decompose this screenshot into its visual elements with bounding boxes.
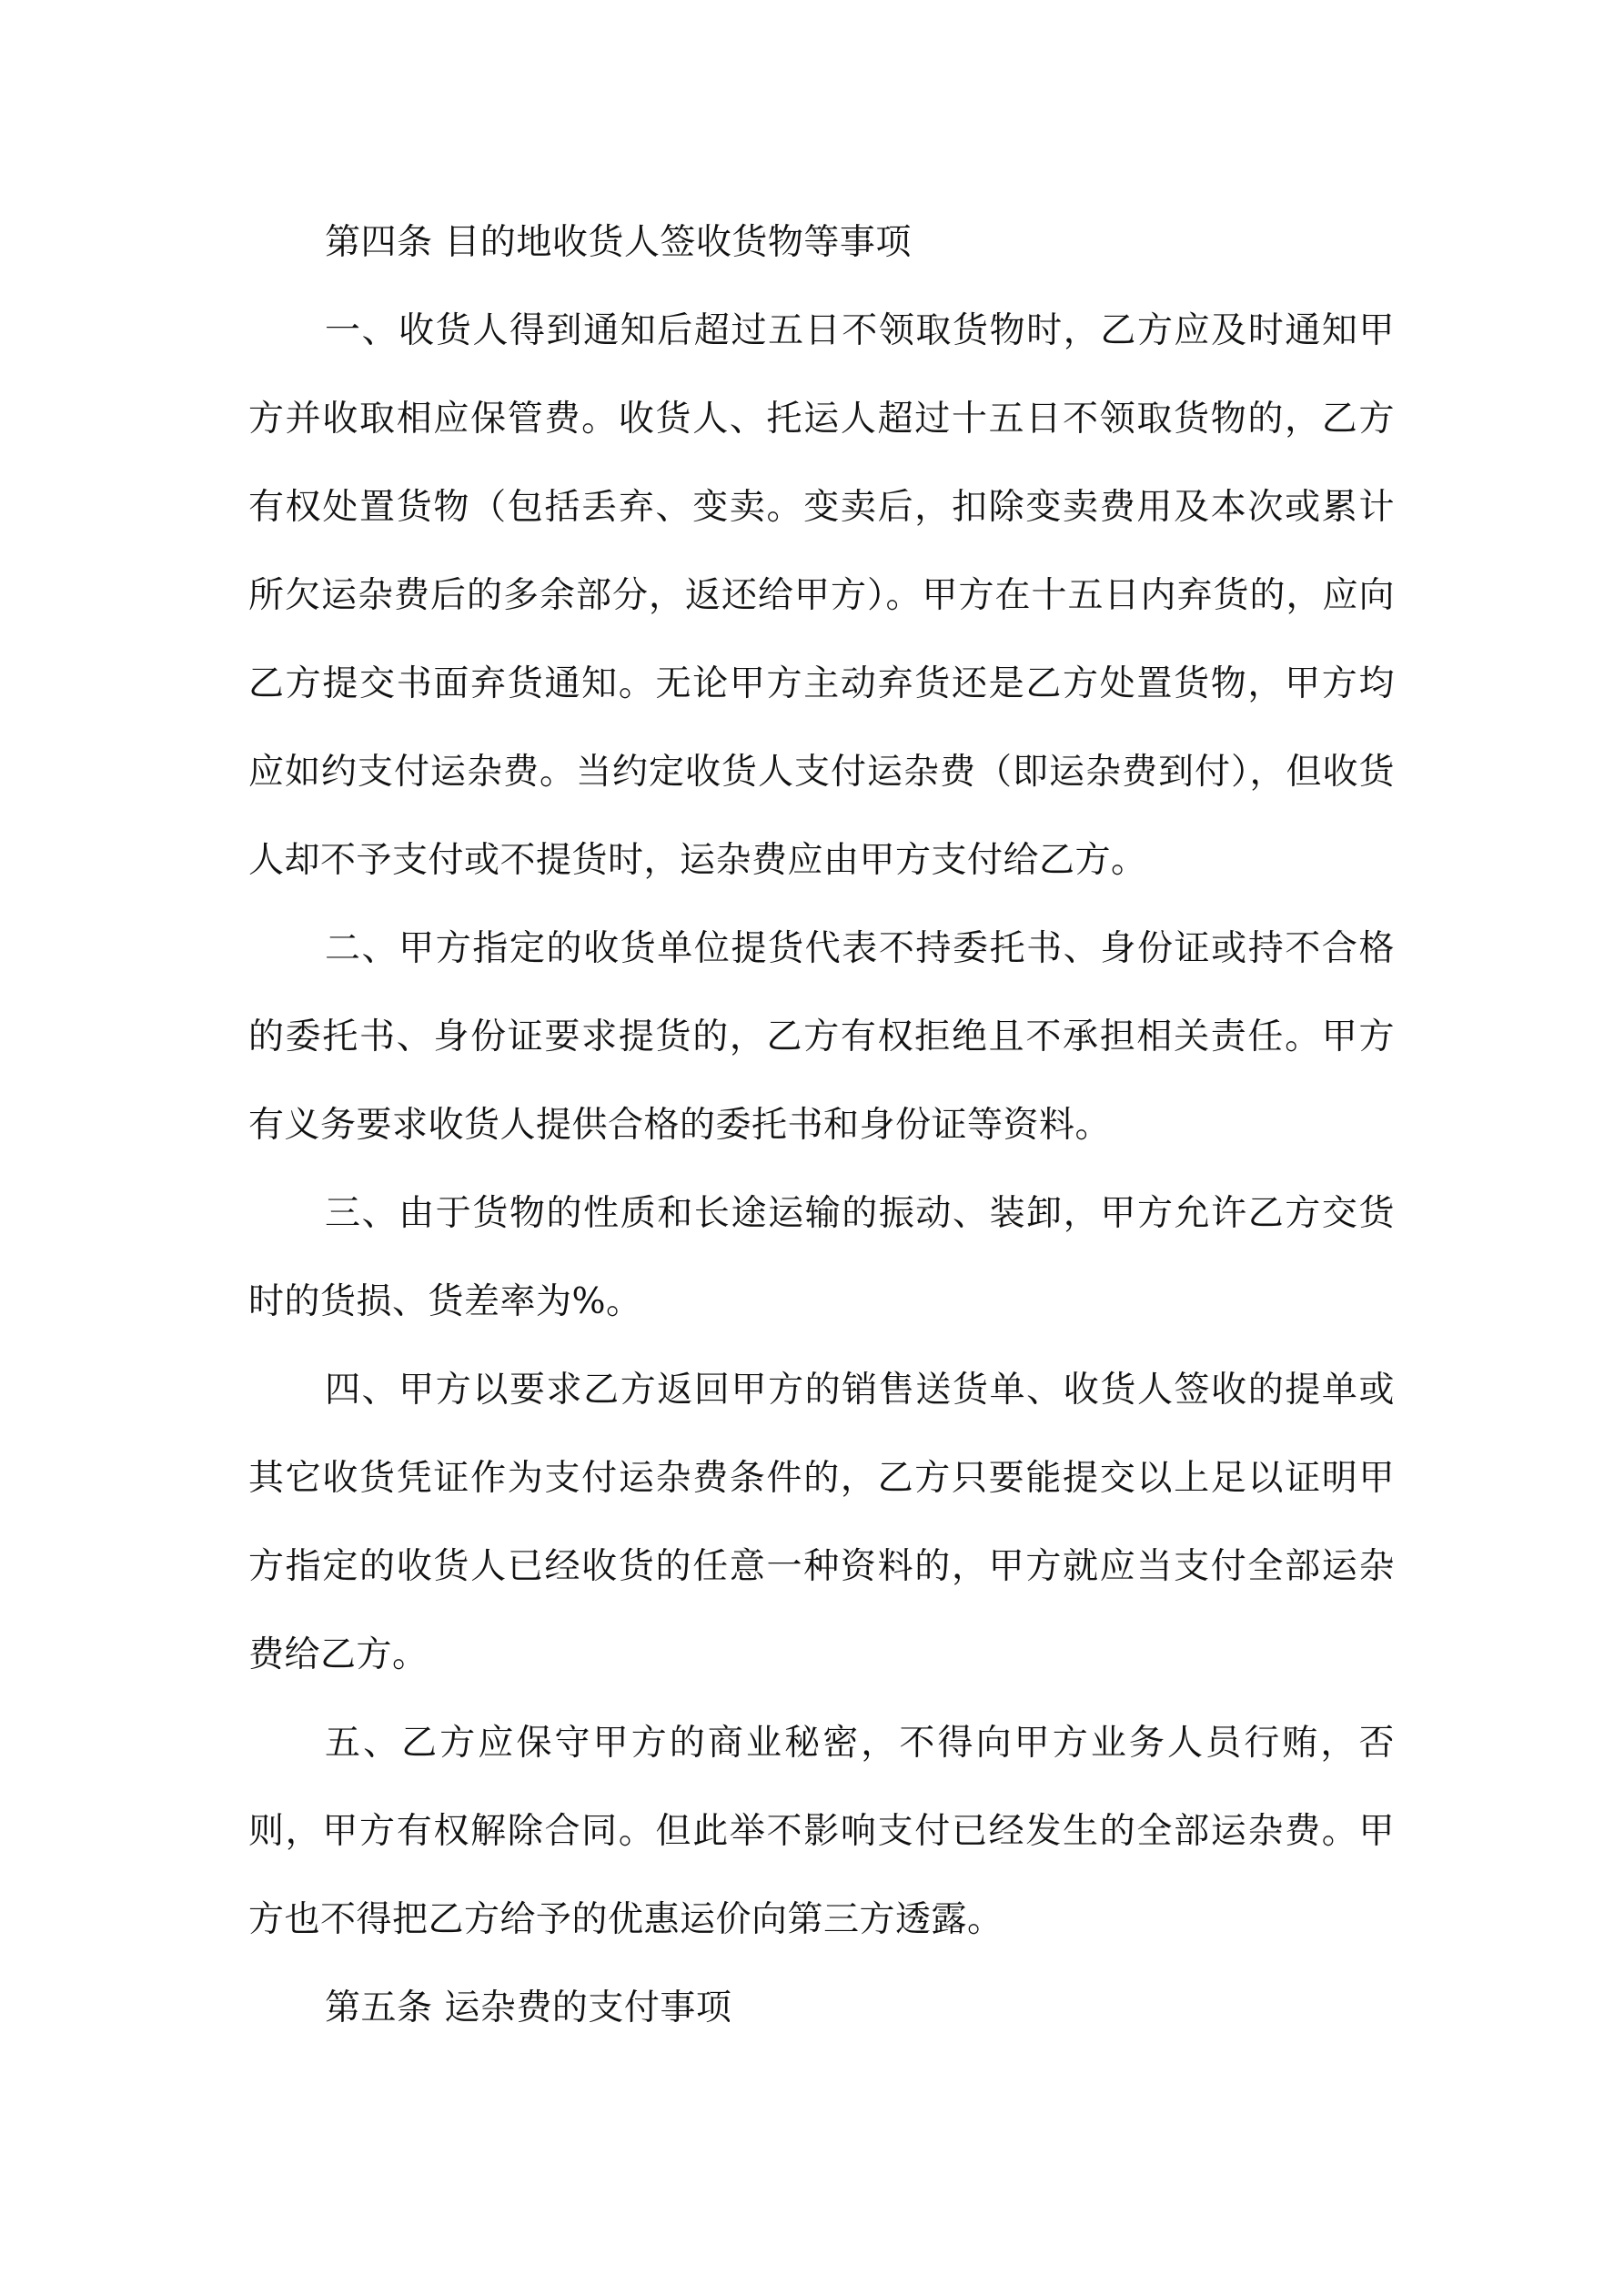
article-4-clause-3: 三、由于货物的性质和长途运输的振动、装卸，甲方允许乙方交货时的货损、货差率为%。 bbox=[248, 1193, 1395, 1322]
article-4-clause-5: 五、乙方应保守甲方的商业秘密，不得向甲方业务人员行贿，否则，甲方有权解除合同。但此举不影响支付已经发生的全部运杂费。甲方也不得把乙方给予的优惠运价向第三方透露。 bbox=[248, 1723, 1395, 1940]
article-5-heading: 第五条 运杂费的支付事项 bbox=[325, 1988, 732, 2028]
article-4-clause-4: 四、甲方以要求乙方返回甲方的销售送货单、收货人签收的提单或其它收货凭证作为支付运杂费条件的，乙方只要能提交以上足以证明甲方指定的收货人已经收货的任意一种资料的，甲方就应当支付全部运杂费给乙方。 bbox=[248, 1370, 1395, 1675]
article-4-clause-1: 一、收货人得到通知后超过五日不领取货物时，乙方应及时通知甲方并收取相应保管费。收货人、托运人超过十五日不领取货物的，乙方有权处置货物（包括丢弃、变卖。变卖后，扣除变卖费用及本次或累计所欠运杂费后的多余部分，返还给甲方）。甲方在十五日内弃货的，应向乙方提交书面弃货通知。无论甲方主动弃货还是乙方处置货物，甲方均应如约支付运杂费。当约定收货人支付运杂费（即运杂费到付），但收货人却不予支付或不提货时，运杂费应由甲方支付给乙方。 bbox=[248, 310, 1395, 881]
document-body bbox=[248, 198, 1395, 2052]
article-4-heading: 第四条 目的地收货人签收货物等事项 bbox=[325, 222, 912, 263]
article-4-clause-2: 二、甲方指定的收货单位提货代表不持委托书、身份证或持不合格的委托书、身份证要求提货的，乙方有权拒绝且不承担相关责任。甲方有义务要求收货人提供合格的委托书和身份证等资料。 bbox=[248, 928, 1395, 1146]
